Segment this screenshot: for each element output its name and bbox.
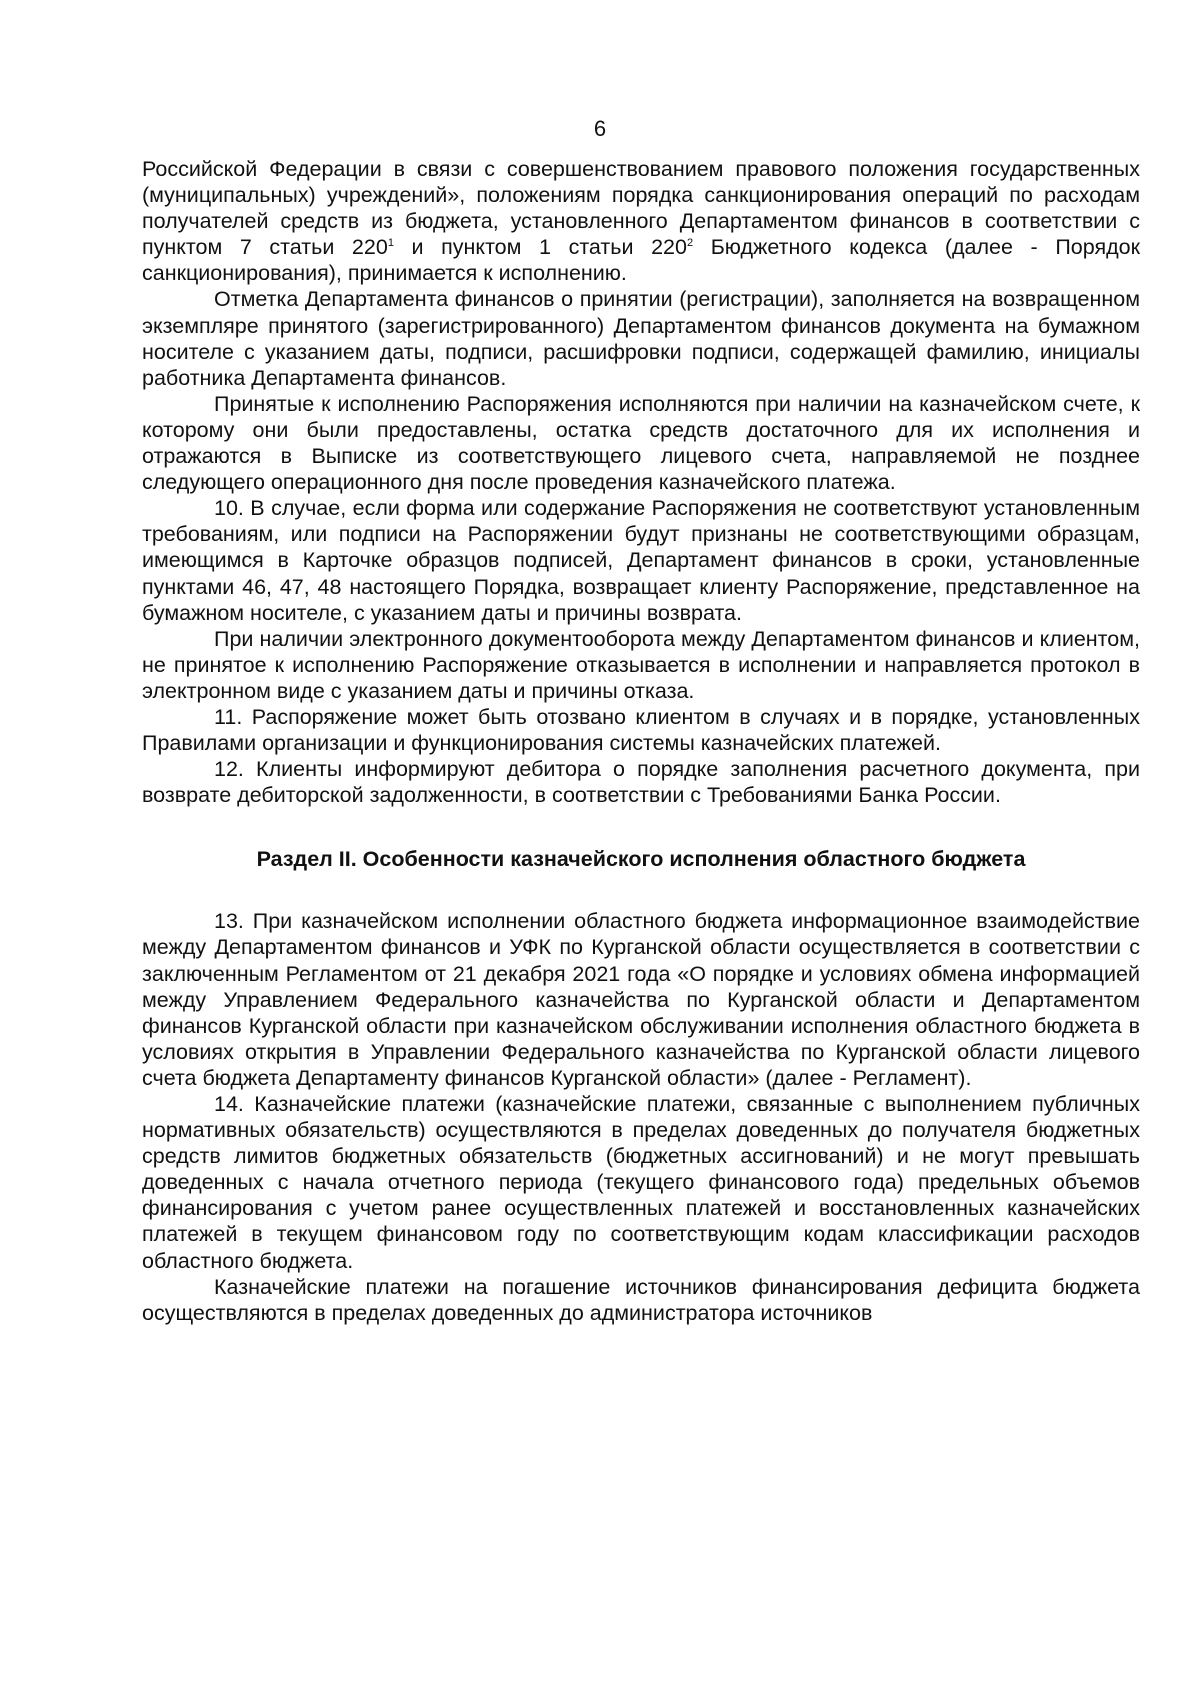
paragraph: Отметка Департамента финансов о принятии (регистрации), заполняется на возвращенном экземпляре принятого (зарегистрированного) Департаментом финансов документа на бумажном носителе с указанием даты, подписи, расшифровки подписи, содержащей фамилию, инициалы работника Департамента финансов.: [142, 287, 1140, 390]
paragraph-text: Бюджетного кодекса (далее - Порядок санкционирования), принимается к исполнению.: [142, 235, 1141, 286]
paragraph: При наличии электронного документооборота между Департаментом финансов и клиентом, не принятое к исполнению Распоряжение отказывается в исполнении и направляется протокол в электронном виде с указанием даты и причины отказа.: [142, 626, 1140, 703]
paragraph: Принятые к исполнению Распоряжения исполняются при наличии на казначейском счете, к которому они были предоставлены, остатка средств достаточного для их исполнения и отражаются в Выписке из соответствующего лицевого счета, направляемой не позднее следующего операционного дня после проведения казначейского платежа.: [142, 391, 1140, 495]
paragraph-item-14: 14. Казначейские платежи (казначейские платежи, связанные с выполнением публичных нормативных обязательств) осуществляются в пределах доведенных до получателя бюджетных средств лимитов бюджетных обязательств (бюджетных ассигнований) и не могут превышать доведенных с начала отчетного периода (текущего финансового года) предельных объемов финансирования с учетом ранее осуществленных платежей и восстановленных казначейских платежей в текущем финансовом году по соответствующим кодам классификации расходов областного бюджета.: [142, 1092, 1140, 1273]
paragraph-item-13: 13. При казначейском исполнении областного бюджета информационное взаимодействие между Департаментом финансов и УФК по Курганской области осуществляется в соответствии с заключенным Регламентом от 21 декабря 2021 года «О порядке и условиях обмена информацией между Управлением Федерального казначейства по Курганской области и Департаментом финансов Курганской области при казначейском обслуживании исполнения областного бюджета в условиях открытия в Управлении Федерального казначейства по Курганской области лицевого счета бюджета Департаменту финансов Курганской области» (далее - Регламент).: [142, 909, 1140, 1090]
document-body: [142, 156, 1140, 1326]
paragraph-text: Российской Федерации в связи с совершенствованием правового положения государственных (муниципальных) учреждений», положениям порядка санкционирования операций по расходам получателей средств из бюджета, установленного Департаментом финансов в соответствии с пунктом 7 статьи 220: [142, 157, 1140, 260]
page-number: 6: [593, 116, 607, 141]
section-heading: Раздел II. Особенности казначейского исполнения областного бюджета: [256, 847, 1026, 872]
paragraph-item-11: 11. Распоряжение может быть отозвано клиентом в случаях и в порядке, установленных Правилами организации и функционирования системы казначейских платежей.: [142, 704, 1140, 756]
superscript-1: 1: [387, 237, 394, 250]
paragraph: Казначейские платежи на погашение источников финансирования дефицита бюджета осуществляются в пределах доведенных до администратора источников: [142, 1274, 1140, 1325]
superscript-2: 2: [686, 237, 694, 250]
paragraph-continuation: [142, 156, 1140, 286]
paragraph-item-12: 12. Клиенты информируют дебитора о порядке заполнения расчетного документа, при возврате дебиторской задолженности, в соответствии с Требованиями Банка России.: [142, 757, 1140, 808]
paragraph-item-10: 10. В случае, если форма или содержание Распоряжения не соответствуют установленным требованиям, или подписи на Распоряжении будут признаны не соответствующими образцам, имеющимся в Карточке образцов подписей, Департамент финансов в сроки, установленные пунктами 46, 47, 48 настоящего Порядка, возвращает клиенту Распоряжение, представленное на бумажном носителе, с указанием даты и причины возврата.: [142, 496, 1140, 625]
paragraph-text: и пунктом 1 статьи 220: [393, 235, 687, 260]
